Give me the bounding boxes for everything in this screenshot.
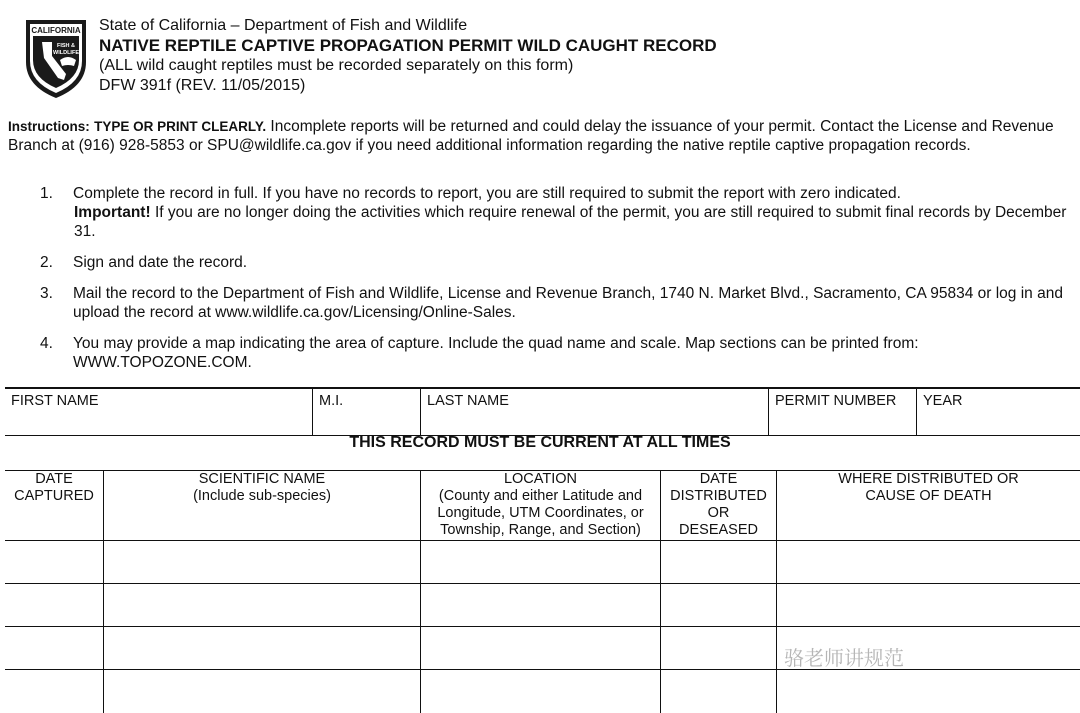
cell-date-distributed[interactable] [660,670,776,713]
header-line: DISTRIBUTED [670,488,767,504]
header-line: DESEASED [679,522,758,538]
cell-location[interactable] [420,584,660,627]
step-1 [40,184,1070,241]
header-line: CAUSE OF DEATH [865,488,992,504]
step-number: 1. [40,185,53,202]
step-number: 3. [40,285,53,302]
cell-scientific-name[interactable] [103,541,420,584]
header-line: OR [707,505,730,521]
logo-text-top: CALIFORNIA [31,26,81,35]
header-line: CAPTURED [14,488,94,504]
instructions-paragraph [8,117,1072,155]
permit-number-label: PERMIT NUMBER [775,393,897,409]
agency-name: State of California – Department of Fish and Wildlife [99,17,468,34]
permit-number-value[interactable] [775,411,910,429]
cell-where-distributed[interactable] [776,584,1080,627]
cell-date-distributed[interactable] [660,584,776,627]
column-header-location [420,470,660,540]
cell-date-captured[interactable] [5,541,103,584]
column-header-date-captured [5,470,103,540]
header-line: Township, Range, and Section) [440,522,641,538]
important-label: Important! [74,204,151,221]
cell-date-distributed[interactable] [660,627,776,670]
first-name-field[interactable] [5,389,312,435]
column-header-scientific-name [103,470,420,540]
middle-initial-value[interactable] [319,411,414,429]
instructions-text: Incomplete reports will be returned and could delay the issuance of your permit. Contact the License and Revenue Branch at (916) 928-5853 or SPU@wildlife.ca.gov if you need additional information regarding the native reptile captive propagation records. [8,118,1054,154]
last-name-value[interactable] [427,411,762,429]
california-fish-wildlife-badge-icon [22,16,90,100]
header-line: DATE [35,471,73,487]
cell-date-captured[interactable] [5,584,103,627]
cell-date-distributed[interactable] [660,541,776,584]
header-text-block [99,16,717,96]
header-line: SCIENTIFIC NAME [198,471,326,487]
instruction-steps [40,184,1070,384]
logo-text-mid: FISH & [56,43,76,49]
cell-date-captured[interactable] [5,670,103,713]
instructions-label: Instructions: [8,119,90,134]
header-line: WHERE DISTRIBUTED OR [838,471,1019,487]
cell-location[interactable] [420,541,660,584]
step-3 [40,284,1070,322]
year-label: YEAR [923,393,963,409]
form-header [22,14,1062,104]
middle-initial-field[interactable] [312,389,420,435]
step-number: 2. [40,254,53,271]
header-line: (Include sub-species) [193,488,331,504]
year-field[interactable] [916,389,1080,435]
form-title: NATIVE REPTILE CAPTIVE PROPAGATION PERMIT WILD CAUGHT RECORD [99,36,717,55]
cell-scientific-name[interactable] [103,670,420,713]
cell-scientific-name[interactable] [103,627,420,670]
year-value[interactable] [923,411,1074,429]
header-line: DATE [699,471,738,487]
step-4 [40,334,1070,372]
current-record-notice: THIS RECORD MUST BE CURRENT AT ALL TIMES [349,434,731,451]
column-header-date-distributed [660,470,776,540]
instructions-emphasis: TYPE OR PRINT CLEARLY. [94,119,267,134]
middle-initial-label: M.I. [319,393,344,409]
first-name-value[interactable] [11,411,306,429]
cell-location[interactable] [420,627,660,670]
header-line: Longitude, UTM Coordinates, or [437,505,644,521]
important-text: If you are no longer doing the activities which require renewal of the permit, you are still required to submit final records by December 31. [74,204,1067,240]
form-subtitle: (ALL wild caught reptiles must be recorded separately on this form) [99,57,574,74]
table-row [5,583,1080,627]
logo-text-bottom: WILDLIFE [53,50,79,56]
table-row [5,669,1080,713]
header-line: (County and either Latitude and [438,488,643,504]
column-header-where-distributed [776,470,1080,540]
step-text: You may provide a map indicating the area of capture. Include the quad name and scale. Map sections can be printed from: WWW.TOPOZONE.COM. [73,335,919,371]
last-name-label: LAST NAME [427,393,509,409]
table-row [5,626,1080,670]
step-text: Mail the record to the Department of Fish and Wildlife, License and Revenue Branch, 1740 N. Market Blvd., Sacramento, CA 95834 or log in and upload the record at www.wildlife.ca.gov/Licensing/Online-Sales. [73,285,1063,321]
cell-date-captured[interactable] [5,627,103,670]
step-text: Complete the record in full. If you have no records to report, you are still required to submit the report with zero indicated. [73,185,901,202]
cell-scientific-name[interactable] [103,584,420,627]
step-number: 4. [40,335,53,352]
cell-where-distributed[interactable] [776,541,1080,584]
form-id: DFW 391f (REV. 11/05/2015) [99,77,306,94]
step-2 [40,253,1070,272]
cell-where-distributed[interactable] [776,670,1080,713]
step-text: Sign and date the record. [73,254,248,271]
header-line: LOCATION [503,471,578,487]
cell-location[interactable] [420,670,660,713]
first-name-label: FIRST NAME [11,393,99,409]
watermark-text: 骆老师讲规范 [784,646,904,670]
permit-number-field[interactable] [768,389,916,435]
table-row [5,540,1080,584]
last-name-field[interactable] [420,389,768,435]
permittee-info-row [5,387,1080,436]
